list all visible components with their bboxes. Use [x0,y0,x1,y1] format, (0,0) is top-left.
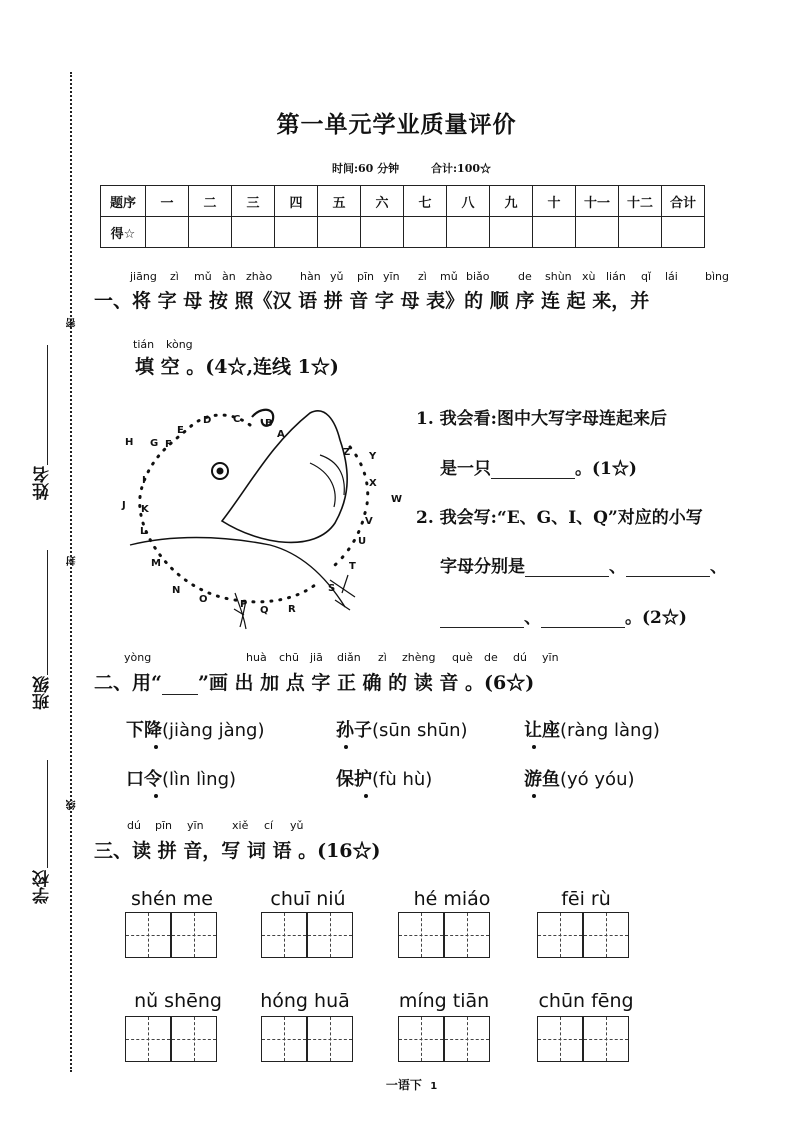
emphasis-dot [154,745,158,749]
emphasis-dot [154,794,158,798]
pinyin: dú [127,819,141,832]
col-10: 十 [533,186,576,217]
letter-B: B [265,418,273,429]
letter-R: R [288,604,296,615]
dotted-outline [335,447,368,565]
q1-prompt-line1: 一、将 字 母 按 照《汉 语 拼 音 字 母 表》的 顺 序 连 起 来，并 [94,290,650,312]
q2-pinyin-row [0,651,793,665]
pinyin: àn [222,270,236,283]
q1-sub1-text: 是一只 [440,459,491,479]
q2-item-xiajiang [126,716,265,742]
score-cell[interactable] [662,217,705,248]
name-label: 姓名 [33,466,53,500]
writing-cell[interactable] [171,1016,217,1062]
score-cell[interactable] [275,217,318,248]
pinyin: yòng [124,651,152,664]
pinyin: diǎn [337,651,361,664]
writing-cell[interactable] [125,1016,171,1062]
col-3: 三 [232,186,275,217]
letter-S: S [328,583,336,594]
writing-cell[interactable] [125,912,171,958]
branch-twig [335,600,350,610]
pinyin: què [452,651,473,664]
answer-blank[interactable] [491,478,575,479]
score-cell[interactable] [576,217,619,248]
q3-word-pinyin: míng tiān [398,990,490,1012]
q1-pinyin-row2 [0,338,793,352]
score-cell[interactable] [447,217,490,248]
pinyin: pīn [357,270,375,283]
pinyin: zì [378,651,387,664]
letter-C: C [233,414,241,425]
pinyin: shùn [545,270,572,283]
letter-F: F [165,439,172,450]
pinyin: de [484,651,498,664]
q2-options[interactable]: (jiàng jàng) [162,720,265,741]
underline-sample [162,676,198,695]
q2-word: 下降 [126,720,162,741]
total-info: 合计:100☆ [431,162,492,175]
score-cell[interactable] [318,217,361,248]
letter-O: O [199,594,208,605]
q1-prompt-line2: 填 空 。(4☆,连线 1☆) [135,356,339,378]
q2-item-sunzi [336,716,468,742]
pinyin: yīn [383,270,400,283]
letter-D: D [203,415,212,426]
wing-line [310,463,335,507]
writing-cell[interactable] [583,1016,629,1062]
school-field-line[interactable] [47,760,48,868]
q3-word-pinyin: hé miáo [413,888,491,910]
name-field-line[interactable] [47,345,48,465]
writing-cell[interactable] [444,1016,490,1062]
q2-word: 游鱼 [524,769,560,790]
q2-item-kouling [126,765,236,791]
col-4: 四 [275,186,318,217]
letter-H: H [125,437,134,448]
letter-J: J [122,500,126,511]
pinyin: yīn [542,651,559,664]
page-number: 1 [430,1081,438,1092]
score-cell[interactable] [533,217,576,248]
q3-prompt: 三、读 拼 音，写 词 语 。(16☆) [94,840,381,862]
q2-options[interactable]: (fù hù) [372,769,433,790]
col-8: 八 [447,186,490,217]
page-title: 第一单元学业质量评价 [276,111,517,138]
writing-cell[interactable] [398,912,444,958]
q2-options[interactable]: (sūn shūn) [372,720,468,741]
letter-V: V [365,516,373,527]
q2-options[interactable]: (ràng lànɡ) [560,720,660,741]
q2-item-baohu [336,765,432,791]
pinyin: lái [665,270,678,283]
emphasis-dot [532,745,536,749]
letter-A: A [277,429,285,440]
score-table-score-row [101,217,705,248]
q3-pinyin-row [0,819,793,833]
pinyin: hàn [300,270,321,283]
exam-info [0,160,793,176]
q2-prompt-start: 二、用“ [94,672,162,694]
answer-blank[interactable] [626,576,710,577]
letter-U: U [358,536,367,547]
q1-sub2-line1: 2. 我会写:“E、G、I、Q”对应的小写 [416,508,703,528]
eye-pupil [217,468,224,475]
q2-options[interactable]: (lìn lìng) [162,769,237,790]
answer-blank[interactable] [525,576,609,577]
seal-mark-xian: 线 [67,800,78,810]
q1-sub2-line3 [440,603,687,628]
q3-word-pinyin: chuī niú [270,888,346,910]
pinyin: mǔ [194,270,212,283]
pinyin: bìng [705,270,729,283]
letter-W: W [391,494,403,505]
separator: 、 [710,557,727,577]
answer-blank[interactable] [541,627,625,628]
pinyin: yǔ [290,819,304,832]
branch-line [130,538,345,608]
q3-word-pinyin: shén me [131,888,213,910]
score-cell[interactable] [232,217,275,248]
col-2: 二 [189,186,232,217]
pinyin: lián [606,270,626,283]
q1-sub2-text: 字母分别是 [440,557,525,577]
col-total: 合计 [662,186,705,217]
q1-sub1-score: 。(1☆) [575,459,637,479]
school-label: 学校 [33,870,53,904]
q2-prompt [94,668,534,695]
time-info: 时间:60 分钟 [331,162,400,175]
footer-label: 一语下 [385,1078,422,1092]
score-cell[interactable] [490,217,533,248]
col-12: 十二 [619,186,662,217]
pinyin: huà [246,651,267,664]
q3-word-pinyin: chūn fēng [538,990,634,1012]
writing-cell[interactable] [537,912,583,958]
q1-sub2-line2 [440,552,727,577]
writing-cell[interactable] [171,912,217,958]
col-7: 七 [404,186,447,217]
emphasis-dot [344,745,348,749]
pinyin: mǔ [440,270,458,283]
q1-sub2-score: 。(2☆) [625,608,687,628]
pinyin: pīn [155,819,173,832]
score-table [100,185,705,248]
score-label-cell: 得☆ [101,217,146,248]
q2-item-rangzuo [524,716,660,742]
col-1: 一 [146,186,189,217]
letter-P: P [240,599,248,610]
pinyin: xiě [232,819,249,832]
q2-word: 孙子 [336,720,372,741]
q2-prompt-end: ”画 出 加 点 字 正 确 的 读 音 。(6☆) [197,672,535,694]
letter-Y: Y [369,451,377,462]
pinyin: zhèng [402,651,436,664]
score-cell[interactable] [404,217,447,248]
letter-E: E [177,425,184,436]
pinyin: de [518,270,532,283]
pinyin: jiā [310,651,323,664]
wing-line [320,455,344,495]
writing-cell[interactable] [444,912,490,958]
letter-N: N [172,585,181,596]
q1-sub1-line2 [440,454,637,479]
answer-blank[interactable] [440,627,524,628]
score-cell[interactable] [619,217,662,248]
pinyin: zì [170,270,179,283]
q2-options[interactable]: (yó yóu) [560,769,635,790]
q3-word-pinyin: fēi rù [561,888,611,910]
writing-cell[interactable] [261,912,307,958]
score-cell[interactable] [146,217,189,248]
q2-word: 保护 [336,769,372,790]
letter-Z: Z [343,447,351,458]
pinyin: xù [582,270,596,283]
pinyin: kòng [166,338,193,351]
pinyin: tián [133,338,155,351]
writing-cell[interactable] [307,1016,353,1062]
seal-mark-feng: 封 [67,556,78,566]
binding-dotted-line [70,72,72,1072]
emphasis-dot [364,794,368,798]
writing-cell[interactable] [583,912,629,958]
letter-T: T [349,561,356,572]
letter-M: M [151,558,161,569]
q2-word: 口令 [126,769,162,790]
page-footer [0,1076,793,1093]
letter-X: X [369,478,377,489]
letter-L: L [140,526,147,537]
pinyin: yīn [187,819,204,832]
letter-I: I [142,475,146,486]
row-header-cell: 题序 [101,186,146,217]
pinyin: qǐ [641,270,652,283]
col-5: 五 [318,186,361,217]
pinyin: jiāng [130,270,157,283]
emphasis-dot [532,794,536,798]
q1-sub1-line1: 1. 我会看:图中大写字母连起来后 [416,409,667,429]
col-6: 六 [361,186,404,217]
pinyin: zì [418,270,427,283]
pinyin: cí [264,819,274,832]
class-label: 班级 [33,676,53,710]
pinyin: yǔ [330,270,344,283]
letter-G: G [150,438,159,449]
q3-word-pinyin: hóng huā [260,990,350,1012]
score-cell[interactable] [361,217,404,248]
q2-item-youyu [524,765,635,791]
pinyin: zhào [246,270,273,283]
score-table-header-row [101,186,705,217]
col-9: 九 [490,186,533,217]
col-11: 十一 [576,186,619,217]
writing-cell[interactable] [537,1016,583,1062]
score-cell[interactable] [189,217,232,248]
q1-pinyin-row [0,270,793,284]
separator: 、 [609,557,626,577]
writing-cell[interactable] [307,912,353,958]
dot-to-dot-bird-figure [110,395,420,640]
separator: 、 [524,608,541,628]
writing-cell[interactable] [261,1016,307,1062]
letter-Q: Q [260,605,269,616]
letter-K: K [141,504,149,515]
pinyin: dú [513,651,527,664]
pinyin: chū [279,651,299,664]
q2-word: 让座 [524,720,560,741]
writing-cell[interactable] [398,1016,444,1062]
q3-word-pinyin: nǔ shēng [134,990,222,1012]
pinyin: biǎo [466,270,490,283]
seal-mark-mi: 密 [67,318,78,328]
